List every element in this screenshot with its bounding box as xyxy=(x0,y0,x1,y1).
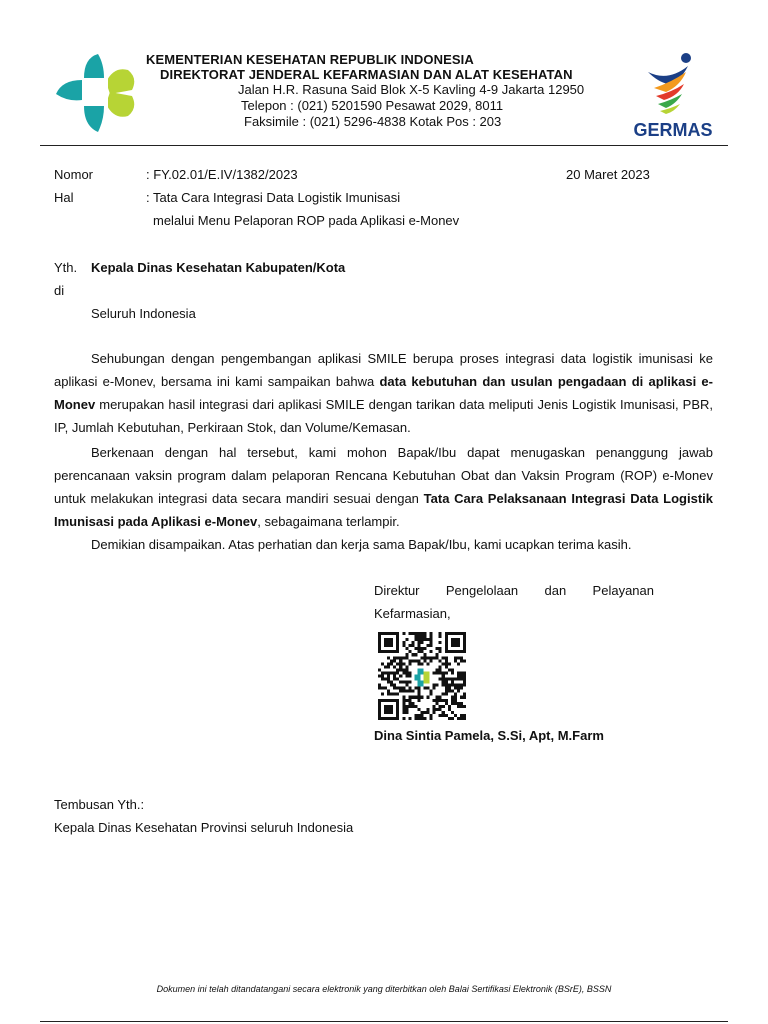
letterhead-ministry: KEMENTERIAN KESEHATAN REPUBLIK INDONESIA xyxy=(146,52,474,67)
recipient-yth: Yth. xyxy=(54,260,78,275)
qr-code xyxy=(378,632,466,720)
kemenkes-logo xyxy=(54,50,140,136)
signatory-title-line-1: Direktur Pengelolaan dan Pelayanan xyxy=(374,583,654,598)
body-paragraph-3: Demikian disampaikan. Atas perhatian dan kerja sama Bapak/Ibu, kami ucapkan terima kasih. xyxy=(91,537,632,552)
recipient-di: di xyxy=(54,283,65,298)
recipient-name: Kepala Dinas Kesehatan Kabupaten/Kota xyxy=(91,260,346,275)
letterhead-divider xyxy=(40,145,728,146)
signatory-title-line-2: Kefarmasian, xyxy=(374,606,451,621)
subject-label: Hal xyxy=(54,190,74,205)
body-paragraph-1: Sehubungan dengan pengembangan aplikasi SMILE berupa proses integrasi data logistik imunisasi ke aplikasi e-Monev, bersama ini kami sampaikan bahwa data kebutuhan dan usulan pengadaan di aplikasi e-Monev merupakan hasil integrasi dari aplikasi SMILE dengan tarikan data meliputi Jenis Logistik Imunisasi, PBR, IP, Jumlah Kebutuhan, Perkiraan Stok, dan Volume/Kemasan. xyxy=(54,351,713,435)
germas-label: GERMAS xyxy=(633,120,713,140)
letterhead-directorate: DIREKTORAT JENDERAL KEFARMASIAN DAN ALAT KESEHATAN xyxy=(160,67,573,82)
cc-label: Tembusan Yth.: xyxy=(54,797,145,812)
subject-line-2: melalui Menu Pelaporan ROP pada Aplikasi e-Monev xyxy=(153,213,460,228)
subject-line-1: : Tata Cara Integrasi Data Logistik Imunisasi xyxy=(146,190,401,205)
germas-logo xyxy=(628,52,718,142)
body-paragraph-2: Berkenaan dengan hal tersebut, kami mohon Bapak/Ibu dapat menugaskan penanggung jawab perencanaan vaksin program dalam pelaporan Rencana Kebutuhan Obat dan Vaksin Program (ROP) e-Monev untuk melakukan integrasi data secara mandiri sesuai dengan Tata Cara Pelaksanaan Integrasi Data Logistik Imunisasi pada Aplikasi e-Monev, sebagaimana terlampir. xyxy=(54,445,714,529)
letterhead-address: Jalan H.R. Rasuna Said Blok X-5 Kavling 4-9 Jakarta 12950 xyxy=(238,82,585,97)
cc-item: Kepala Dinas Kesehatan Provinsi seluruh Indonesia xyxy=(54,820,354,835)
signatory-name: Dina Sintia Pamela, S.Si, Apt, M.Farm xyxy=(374,728,604,743)
e-signature-note: Dokumen ini telah ditandatangani secara elektronik yang diterbitkan oleh Balai Sertifikasi Elektronik (BSrE), BSSN xyxy=(156,984,612,994)
recipient-place: Seluruh Indonesia xyxy=(91,306,196,321)
number-value: : FY.02.01/E.IV/1382/2023 xyxy=(146,167,298,182)
letterhead-phone: Telepon : (021) 5201590 Pesawat 2029, 8011 xyxy=(241,98,504,113)
footer-divider xyxy=(40,1021,728,1022)
letter-date: 20 Maret 2023 xyxy=(566,167,650,182)
number-label: Nomor xyxy=(54,167,94,182)
letterhead-fax: Faksimile : (021) 5296-4838 Kotak Pos : 203 xyxy=(244,114,502,129)
